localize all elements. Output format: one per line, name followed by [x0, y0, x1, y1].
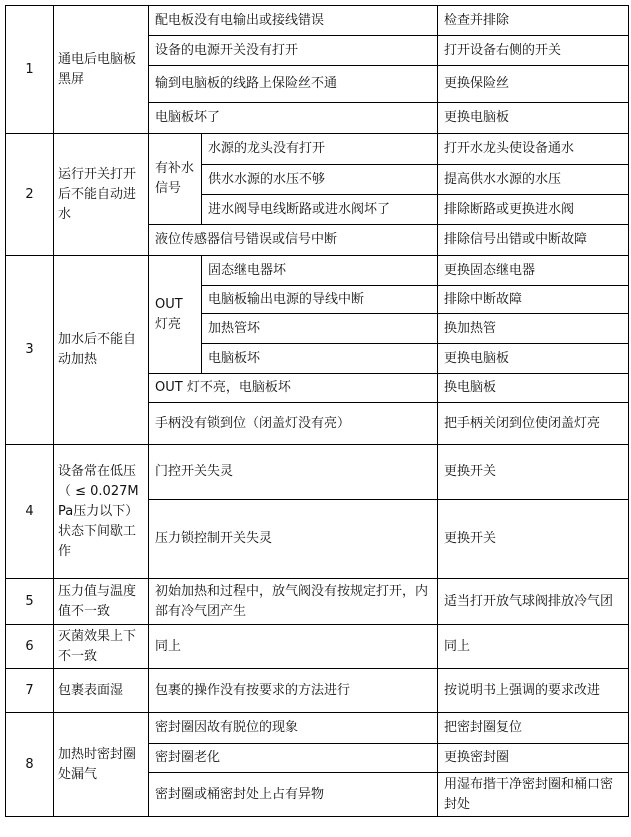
fault-cause: 电脑板坏	[202, 344, 438, 374]
item-number: 5	[6, 579, 54, 625]
item-number: 2	[6, 134, 54, 256]
fault-cause: 手柄没有锁到位（闭盖灯没有亮）	[149, 403, 438, 445]
fault-fix: 更换固态继电器	[438, 256, 629, 286]
fault-symptom: 运行开关打开后不能自动进水	[54, 134, 149, 256]
fault-cause: 配电板没有电输出或接线错误	[149, 6, 438, 36]
fault-cause: 门控开关失灵	[149, 445, 438, 500]
table-row	[6, 256, 629, 286]
fault-cause: OUT 灯不亮，电脑板坏	[149, 374, 438, 403]
fault-cause: 密封圈或桶密封处上占有异物	[149, 773, 438, 817]
fault-fix: 更换开关	[438, 500, 629, 579]
fault-fix: 更换保险丝	[438, 66, 629, 103]
fault-symptom: 通电后电脑板黑屏	[54, 6, 149, 134]
fault-cause: 水源的龙头没有打开	[202, 134, 438, 165]
troubleshooting-table	[5, 5, 629, 817]
fault-cause: 压力锁控制开关失灵	[149, 500, 438, 579]
fault-cause: 密封圈老化	[149, 744, 438, 773]
fault-fix: 更换密封圈	[438, 744, 629, 773]
fault-fix: 打开设备右侧的开关	[438, 36, 629, 66]
item-number: 4	[6, 445, 54, 579]
fault-cause: 电脑板输出电源的导线中断	[202, 286, 438, 314]
fault-fix: 把手柄关闭到位使闭盖灯亮	[438, 403, 629, 445]
item-number: 1	[6, 6, 54, 134]
fault-condition: OUT灯亮	[149, 256, 202, 374]
item-number: 7	[6, 669, 54, 713]
fault-condition: 有补水信号	[149, 134, 202, 225]
fault-cause: 包裹的操作没有按要求的方法进行	[149, 669, 438, 713]
fault-cause: 输到电脑板的线路上保险丝不通	[149, 66, 438, 103]
fault-cause: 固态继电器坏	[202, 256, 438, 286]
fault-fix: 适当打开放气球阀排放冷气团	[438, 579, 629, 625]
table-row	[6, 713, 629, 744]
fault-fix: 用湿布揩干净密封圈和桶口密封处	[438, 773, 629, 817]
fault-fix: 把密封圈复位	[438, 713, 629, 744]
fault-symptom: 灭菌效果上下不一致	[54, 625, 149, 669]
fault-cause: 电脑板坏了	[149, 103, 438, 134]
item-number: 6	[6, 625, 54, 669]
table-row	[6, 445, 629, 500]
table-row	[6, 625, 629, 669]
fault-symptom: 设备常在低压 （ ≤ 0.027MPa压力以下）状态下间歇工作	[54, 445, 149, 579]
fault-fix: 打开水龙头使设备通水	[438, 134, 629, 165]
fault-fix: 更换电脑板	[438, 103, 629, 134]
table-row	[6, 134, 629, 165]
fault-fix: 按说明书上强调的要求改进	[438, 669, 629, 713]
fault-cause: 设备的电源开关没有打开	[149, 36, 438, 66]
fault-symptom: 加热时密封圈处漏气	[54, 713, 149, 817]
fault-fix: 排除中断故障	[438, 286, 629, 314]
fault-cause: 加热管坏	[202, 314, 438, 344]
fault-fix: 提高供水水源的水压	[438, 165, 629, 195]
fault-fix: 换加热管	[438, 314, 629, 344]
fault-cause: 密封圈因故有脱位的现象	[149, 713, 438, 744]
fault-cause: 供水水源的水压不够	[202, 165, 438, 195]
fault-fix: 检查并排除	[438, 6, 629, 36]
item-number: 3	[6, 256, 54, 445]
fault-cause: 同上	[149, 625, 438, 669]
fault-symptom: 包裹表面湿	[54, 669, 149, 713]
fault-fix: 更换开关	[438, 445, 629, 500]
fault-fix: 排除信号出错或中断故障	[438, 225, 629, 256]
fault-symptom: 加水后不能自动加热	[54, 256, 149, 445]
fault-fix: 同上	[438, 625, 629, 669]
fault-symptom: 压力值与温度值不一致	[54, 579, 149, 625]
fault-fix: 换电脑板	[438, 374, 629, 403]
fault-fix: 排除断路或更换进水阀	[438, 195, 629, 225]
fault-cause: 进水阀导电线断路或进水阀坏了	[202, 195, 438, 225]
fault-cause: 液位传感器信号错误或信号中断	[149, 225, 438, 256]
fault-fix: 更换电脑板	[438, 344, 629, 374]
table-row	[6, 669, 629, 713]
table-row	[6, 579, 629, 625]
item-number: 8	[6, 713, 54, 817]
table-row	[6, 6, 629, 36]
fault-cause: 初始加热和过程中，放气阀没有按规定打开，内部有冷气团产生	[149, 579, 438, 625]
